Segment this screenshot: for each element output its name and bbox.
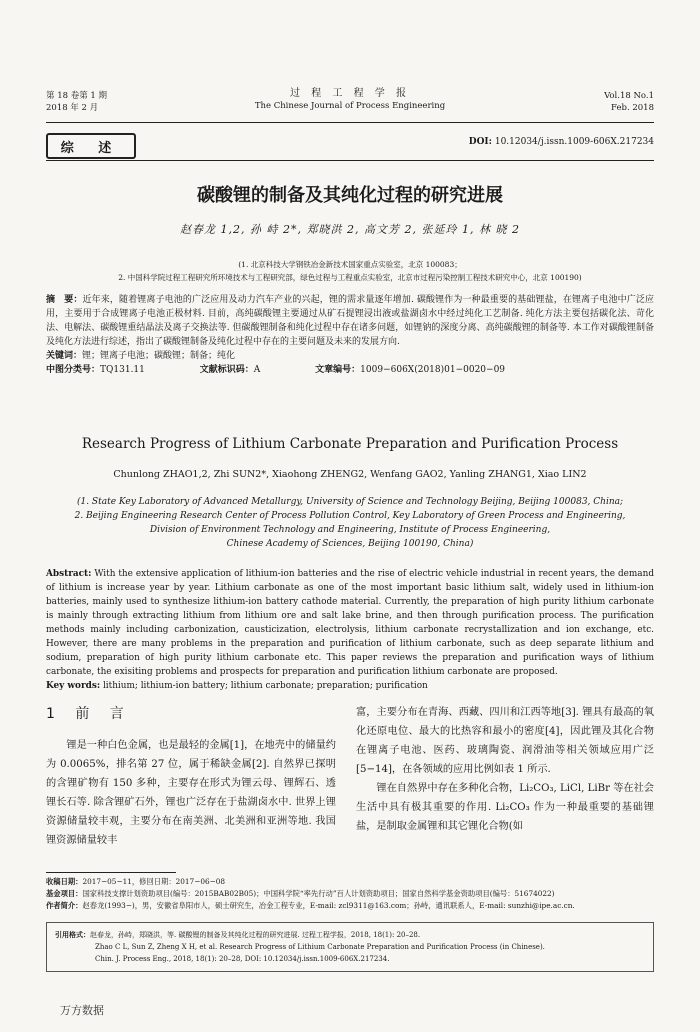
running-header bbox=[46, 88, 654, 120]
date-cn: 2018 年 2 月 bbox=[46, 103, 99, 113]
citation-label: 引用格式： bbox=[55, 930, 90, 939]
clc-label: 中图分类号： bbox=[46, 365, 101, 375]
footnotes bbox=[46, 876, 654, 912]
footnote-rule bbox=[46, 872, 176, 873]
review-badge: 综 述 bbox=[46, 133, 136, 159]
header-rule bbox=[46, 122, 654, 123]
citation-en-1: Zhao C L, Sun Z, Zheng X H, et al. Research Progress of Lithium Carbonate Preparation and Purification Process (in Chinese). bbox=[95, 943, 545, 951]
keywords-en-label: Key words: bbox=[46, 681, 101, 691]
date-en: Feb. 2018 bbox=[611, 103, 654, 113]
abstract-en-label: Abstract: bbox=[46, 569, 92, 579]
author-bio-label: 作者简介： bbox=[46, 901, 83, 910]
fund-label: 基金项目： bbox=[46, 889, 83, 898]
section-heading: 1 前 言 bbox=[46, 706, 132, 722]
doi[interactable] bbox=[469, 137, 654, 147]
affiliations-en bbox=[46, 495, 654, 551]
journal-name-cn: 过 程 工 程 学 报 bbox=[290, 88, 410, 99]
abstract-cn-label: 摘 要： bbox=[46, 295, 83, 305]
articleno-value: 1009−606X(2018)01−0020−09 bbox=[360, 365, 506, 375]
title-en: Research Progress of Lithium Carbonate Preparation and Purification Process bbox=[81, 436, 619, 452]
affiliation-cn-1: (1. 北京科技大学钢铁冶金新技术国家重点实验室，北京 100083； bbox=[238, 260, 462, 269]
volume-cn: 第 18 卷第 1 期 bbox=[46, 91, 108, 101]
doi-rule bbox=[46, 160, 654, 161]
articleno-label: 文章编号： bbox=[315, 365, 361, 375]
affiliation-en-4: Chinese Academy of Sciences, Beijing 100190, China) bbox=[226, 539, 474, 549]
intro-paragraph-3: 锂在自然界中存在多种化合物，Li₂CO₃, LiCl, LiBr 等在社会生活中具有极其重要的作用. Li₂CO₃ 作为一种最重要的基础锂盐，是制取金属锂和其它锂化合物(如 bbox=[356, 783, 654, 832]
affiliation-en-2: 2. Beijing Engineering Research Center of Process Pollution Control, Key Laboratory of Green Process and Engineering, bbox=[74, 511, 626, 521]
abstract-en-text: With the extensive application of lithium-ion batteries and the rise of electric vehicle industrial in recent years, the demand of lithium is increase year by year. Lithium carbonate as one of the most important basic lithium salt, widely used in lithium-ion batteries, mainly used to synthesize lithium-ion battery cathode material. Currently, the preparation of high purity lithium carbonate is mainly through extracting lithium from lithium ore and salt lake brine, and then through purification process. The purification methods mainly including carbonization, causticization, electrolysis, lithium carbonate recrystallization and ion exchange, etc. However, there are many problems in the preparation and purification of lithium carbonate, such as deep separate lithium and sodium, preparation of high purity lithium carbonate etc. This paper reviews the preparation and purification ways of lithium carbonate, the exisiting problems and prospects for preparation and purification lithium carbonate are proposed. bbox=[46, 569, 654, 677]
affiliation-en-1: (1. State Key Laboratory of Advanced Metallurgy, University of Science and Technology Beijing, Beijing 100083, China; bbox=[76, 497, 624, 507]
citation-box bbox=[46, 922, 654, 972]
intro-paragraph-2: 富，主要分布在青海、西藏、四川和江西等地[3]. 锂具有最高的氧化还原电位、最大的比热容和最小的密度[4]，因此锂及其化合物在锂离子电池、医药、玻璃陶瓷、润滑油等相关领域应用广泛[5−14]，在各领域的应用比例如表 1 所示. bbox=[356, 707, 654, 775]
fund-text: 国家科技支撑计划资助项目(编号：2015BAB02B05)；中国科学院“率先行动”百人计划资助项目；国家自然科学基金资助项目(编号：51674022) bbox=[82, 889, 555, 898]
body-column-left bbox=[46, 703, 336, 850]
affiliations-cn bbox=[46, 258, 654, 284]
doi-value: 10.12034/j.issn.1009-606X.217234 bbox=[494, 137, 654, 147]
keywords-cn: 锂；锂离子电池；碳酸锂；制备；纯化 bbox=[82, 351, 236, 361]
abstract-cn bbox=[46, 293, 654, 377]
affiliation-cn-2: 2. 中国科学院过程工程研究所环境技术与工程研究部，绿色过程与工程重点实验室，北京市过程污染控制工程技术研究中心，北京 100190) bbox=[118, 273, 582, 282]
received-label: 收稿日期： bbox=[46, 877, 83, 886]
body-column-right bbox=[356, 703, 654, 836]
header-right bbox=[604, 90, 654, 114]
doccode-value: A bbox=[253, 365, 261, 375]
header-center bbox=[46, 88, 654, 112]
author-bio: 赵春龙(1993−)，男，安徽省阜阳市人，硕士研究生，冶金工程专业，E-mail: zcl9311@163.com；孙峙，通讯联系人，E-mail: sunzhi@ipe.ac.cn. bbox=[82, 901, 575, 910]
classification-row bbox=[46, 363, 654, 377]
citation-cn: 赵春龙，孙峙，郑晓洪，等. 碳酸锂的制备及其纯化过程的研究进展. 过程工程学报，2018, 18(1): 20–28. bbox=[90, 931, 421, 939]
authors-en: Chunlong ZHAO1,2, Zhi SUN2*, Xiaohong ZHENG2, Wenfang GAO2, Yanling ZHANG1, Xiao LIN2 bbox=[113, 469, 587, 480]
abstract-cn-text: 近年来，随着锂离子电池的广泛应用及动力汽车产业的兴起，锂的需求量逐年增加. 碳酸锂作为一种最重要的基础锂盐，在锂离子电池中广泛应用，主要用于合成锂离子电池正极材料. 目前，高纯碳酸锂主要通过从矿石提锂浸出液或盐湖卤水中经过纯化工艺制备. 纯化方法主要包括碳化法、苛化法、电解法、碳酸锂重结晶法及离子交换法等. 但碳酸锂制备和纯化过程中存在诸多问题，如锂钠的深度分离、高纯碳酸锂的制备等. 本工作对碳酸锂制备及纯化方法进行综述，指出了碳酸锂制备及纯化过程中存在的主要问题及未来的发展方向. bbox=[46, 295, 654, 347]
volume-en: Vol.18 No.1 bbox=[604, 91, 654, 101]
keywords-cn-label: 关键词： bbox=[46, 351, 83, 361]
affiliation-en-3: Division of Environment Technology and Engineering, Institute of Process Engineering, bbox=[149, 525, 551, 535]
received-dates: 2017−05−11，修回日期：2017−06−08 bbox=[82, 877, 226, 886]
journal-name-en: The Chinese Journal of Process Engineering bbox=[254, 101, 446, 111]
keywords-en: lithium; lithium-ion battery; lithium carbonate; preparation; purification bbox=[102, 681, 428, 691]
abstract-en bbox=[46, 567, 654, 693]
citation-en-2: Chin. J. Process Eng., 2018, 18(1): 20–28, DOI: 10.12034/j.issn.1009-606X.217234. bbox=[95, 955, 390, 963]
clc-value: TQ131.11 bbox=[100, 365, 145, 375]
doi-label: DOI: bbox=[468, 137, 492, 147]
doccode-label: 文献标识码： bbox=[199, 365, 254, 375]
intro-paragraph-1: 锂是一种白色金属，也是最轻的金属[1]，在地壳中的储量约为 0.0065%，排名第 27 位，属于稀缺金属[2]. 自然界已探明的含锂矿物有 150 多种，主要存在形式为锂云母、锂辉石、透锂长石等. 除含锂矿石外，锂也广泛存在于盐湖卤水中. 世界上锂资源储量较丰观，主要分布在南美洲、北美洲和亚洲等地. 我国锂资源储量较丰 bbox=[46, 740, 336, 846]
watermark: 万方数据 bbox=[60, 1004, 104, 1017]
title-cn: 碳酸锂的制备及其纯化过程的研究进展 bbox=[197, 185, 503, 206]
authors-cn: 赵春龙 1,2, 孙 峙 2*, 郑晓洪 2, 高文芳 2, 张延玲 1, 林 晓 2 bbox=[180, 223, 520, 236]
